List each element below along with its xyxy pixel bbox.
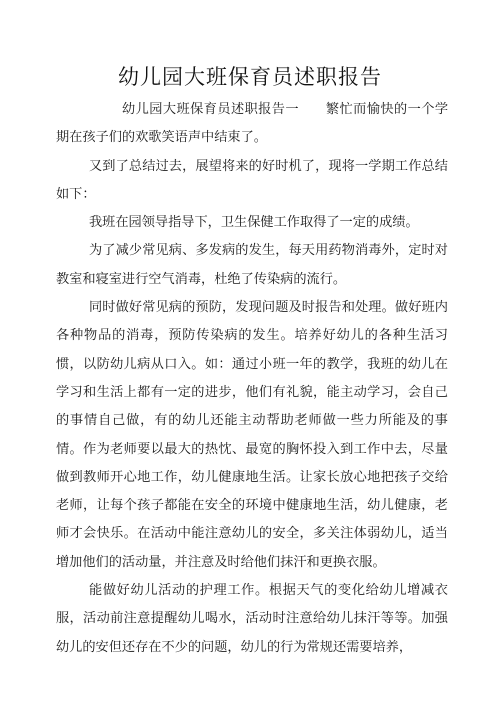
document-body	[56, 96, 448, 662]
paragraph-3: 我班在园领导指导下，卫生保健工作取得了一定的成绩。	[89, 215, 419, 231]
paragraph-1	[56, 96, 448, 153]
document-title: 幼儿园大班保育员述职报告	[118, 65, 382, 89]
paragraph-2: 又到了总结过去，展望将来的好时机了，现将一学期工作总结如下：	[56, 158, 448, 202]
paragraph-5: 同时做好常见病的预防，发现问题及时报告和处理。做好班内各种物品的消毒，预防传染病的发生。培养好幼儿的各种生活习惯，以防幼儿病从口入。如：通过小班一年的教学，我班的幼儿在学习和生活上都有一定的进步，他们有礼貌，能主动学习，会自己的事情自己做，有的幼儿还能主动帮助老师做一些力所能及的事情。作为老师要以最大的热忱、最宽的胸怀投入到工作中去，尽量做到教师开心地工作，幼儿健康地生活。让家长放心地把孩子交给老师，让每个孩子都能在安全的环境中健康地生活，幼儿健康，老师才会快乐。在活动中能注意幼儿的安全，多关注体弱幼儿，适当增加他们的活动量，并注意及时给他们抹汗和更换衣服。	[56, 300, 448, 570]
paragraph-1-text: 繁忙而愉快的一个学期在孩子们的欢歌笑语声中结束了。	[56, 102, 449, 146]
intro-heading: 幼儿园大班保育员述职报告一	[122, 102, 300, 117]
paragraph-4: 为了减少常见病、多发病的发生，每天用药物消毒外，定时对教室和寝室进行空气消毒，杜绝了传染病的流行。	[56, 243, 448, 287]
paragraph-6: 能做好幼儿活动的护理工作。根据天气的变化给幼儿增减衣服，活动前注意提醒幼儿喝水，活动时注意给幼儿抹汗等等。加强幼儿的安但还存在不少的问题，幼儿的行为常规还需要培养，	[56, 583, 448, 655]
